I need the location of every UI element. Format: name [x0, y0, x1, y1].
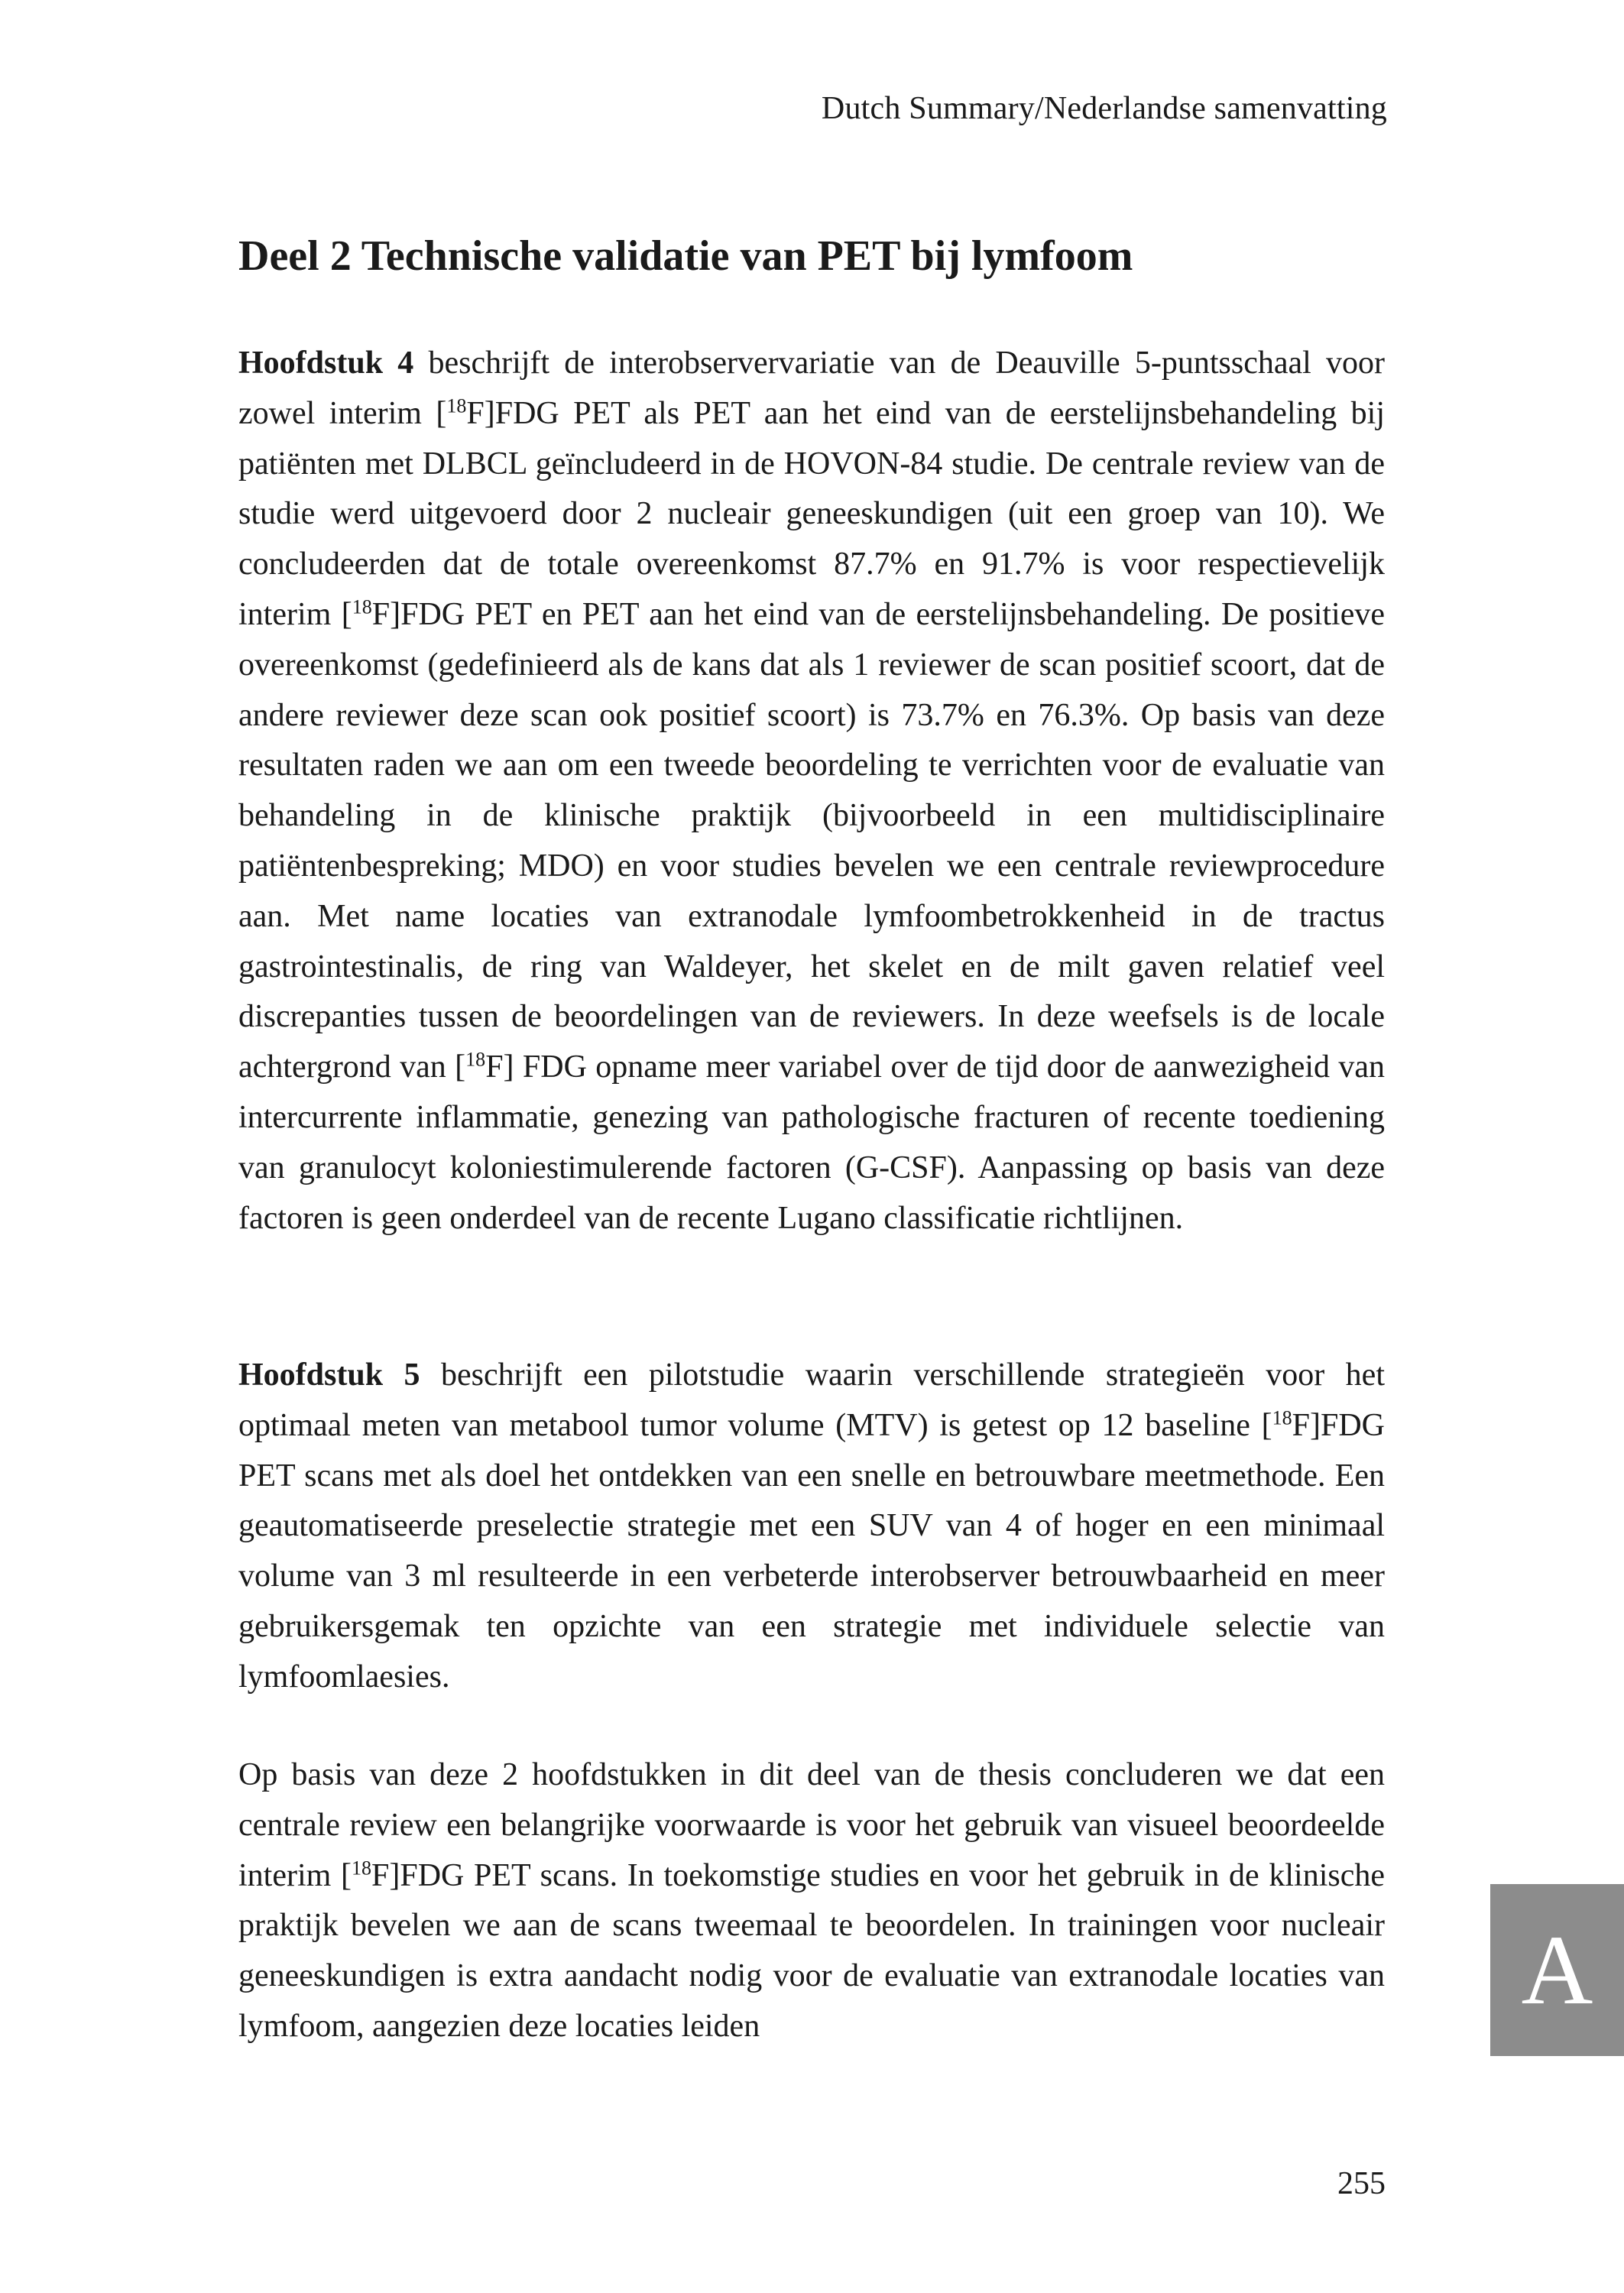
paragraph-hoofdstuk-4	[238, 339, 1385, 1244]
text-run: beschrijft de interobservervariatie van de Deauville 5-puntsschaal voor zowel interim [	[238, 345, 1385, 431]
chapter-reference: Hoofdstuk 5	[238, 1357, 420, 1393]
isotope-superscript: 18	[351, 1857, 371, 1879]
paragraph-conclusion	[238, 1750, 1385, 2052]
text-run: F]FDG PET en PET aan het eind van de eerstelijnsbehandeling. De positieve overeenkomst (gedefinieerd als de kans dat als 1 reviewer de scan positief scoort, dat de andere reviewer deze scan ook positief scoort) is 73.7% en 76.3%. Op basis van deze resultaten raden we aan om een tweede beoordeling te verrichten voor de evaluatie van behandeling in de klinische praktijk (bijvoorbeeld in een multidisciplinaire patiëntenbespreking; MDO) en voor studies bevelen we een centrale reviewprocedure aan. Met name locaties van extranodale lymfoombetrokkenheid in de tractus gastrointestinalis, de ring van Waldeyer, het skelet en de milt gaven relatief veel discrepanties tussen de beoordelingen van de reviewers. In deze weefsels is de locale achtergrond van [	[238, 596, 1385, 1085]
running-header: Dutch Summary/Nederlandse samenvatting	[821, 91, 1387, 126]
isotope-superscript: 18	[1272, 1406, 1292, 1429]
text-run: F]FDG PET scans met als doel het ontdekken van een snelle en betrouwbare meetmethode. Een geautomatiseerde preselectie strategie met een SUV van 4 of hoger en een minimaal volume van 3 ml resulteerde in een verbeterde interobserver betrouwbaarheid en meer gebruikersgemak ten opzichte van een strategie met individuele selectie van lymfoomlaesies.	[238, 1407, 1385, 1695]
text-run: F] FDG opname meer variabel over de tijd door de aanwezigheid van intercurrente inflammatie, genezing van pathologische fracturen of recente toediening van granulocyt koloniestimulerende factoren (G-CSF). Aanpassing op basis van deze factoren is geen onderdeel van de recente Lugano classificatie richtlijnen.	[238, 1049, 1386, 1236]
paragraph-text	[238, 339, 1385, 1244]
page-number: 255	[1337, 2166, 1386, 2201]
text-run: beschrijft een pilotstudie waarin verschillende strategieën voor het optimaal meten van metabool tumor volume (MTV) is getest op 12 baseline [	[238, 1357, 1385, 1443]
isotope-superscript: 18	[446, 394, 467, 417]
chapter-reference: Hoofdstuk 4	[238, 345, 414, 381]
text-run: F]FDG PET scans. In toekomstige studies en voor het gebruik in de klinische praktijk bevelen we aan de scans tweemaal te beoordelen. In trainingen voor nucleair geneeskundigen is extra aandacht nodig voor de evaluatie van extranodale locaties van lymfoom, aangezien deze locaties leiden	[238, 1857, 1385, 2044]
chapter-tab-letter: A	[1521, 1915, 1593, 2025]
paragraph-hoofdstuk-5	[238, 1351, 1385, 1703]
paragraph-text	[238, 1351, 1385, 1703]
isotope-superscript: 18	[465, 1048, 486, 1071]
isotope-superscript: 18	[352, 595, 372, 618]
text-run: F]FDG PET als PET aan het eind van de eerstelijnsbehandeling bij patiënten met DLBCL geïncludeerd in de HOVON-84 studie. De centrale review van de studie werd uitgevoerd door 2 nucleair geneeskundigen (uit een groep van 10). We concludeerden dat de totale overeenkomst 87.7% en 91.7% is voor respectievelijk interim [	[238, 395, 1386, 632]
section-title: Deel 2 Technische validatie van PET bij lymfoom	[238, 232, 1133, 280]
chapter-tab	[1490, 1884, 1624, 2056]
paragraph-text	[238, 1750, 1385, 2052]
text-run: Op basis van deze 2 hoofdstukken in dit deel van de thesis concluderen we dat een centrale review een belangrijke voorwaarde is voor het gebruik van visueel beoordeelde interim [	[238, 1757, 1385, 1893]
